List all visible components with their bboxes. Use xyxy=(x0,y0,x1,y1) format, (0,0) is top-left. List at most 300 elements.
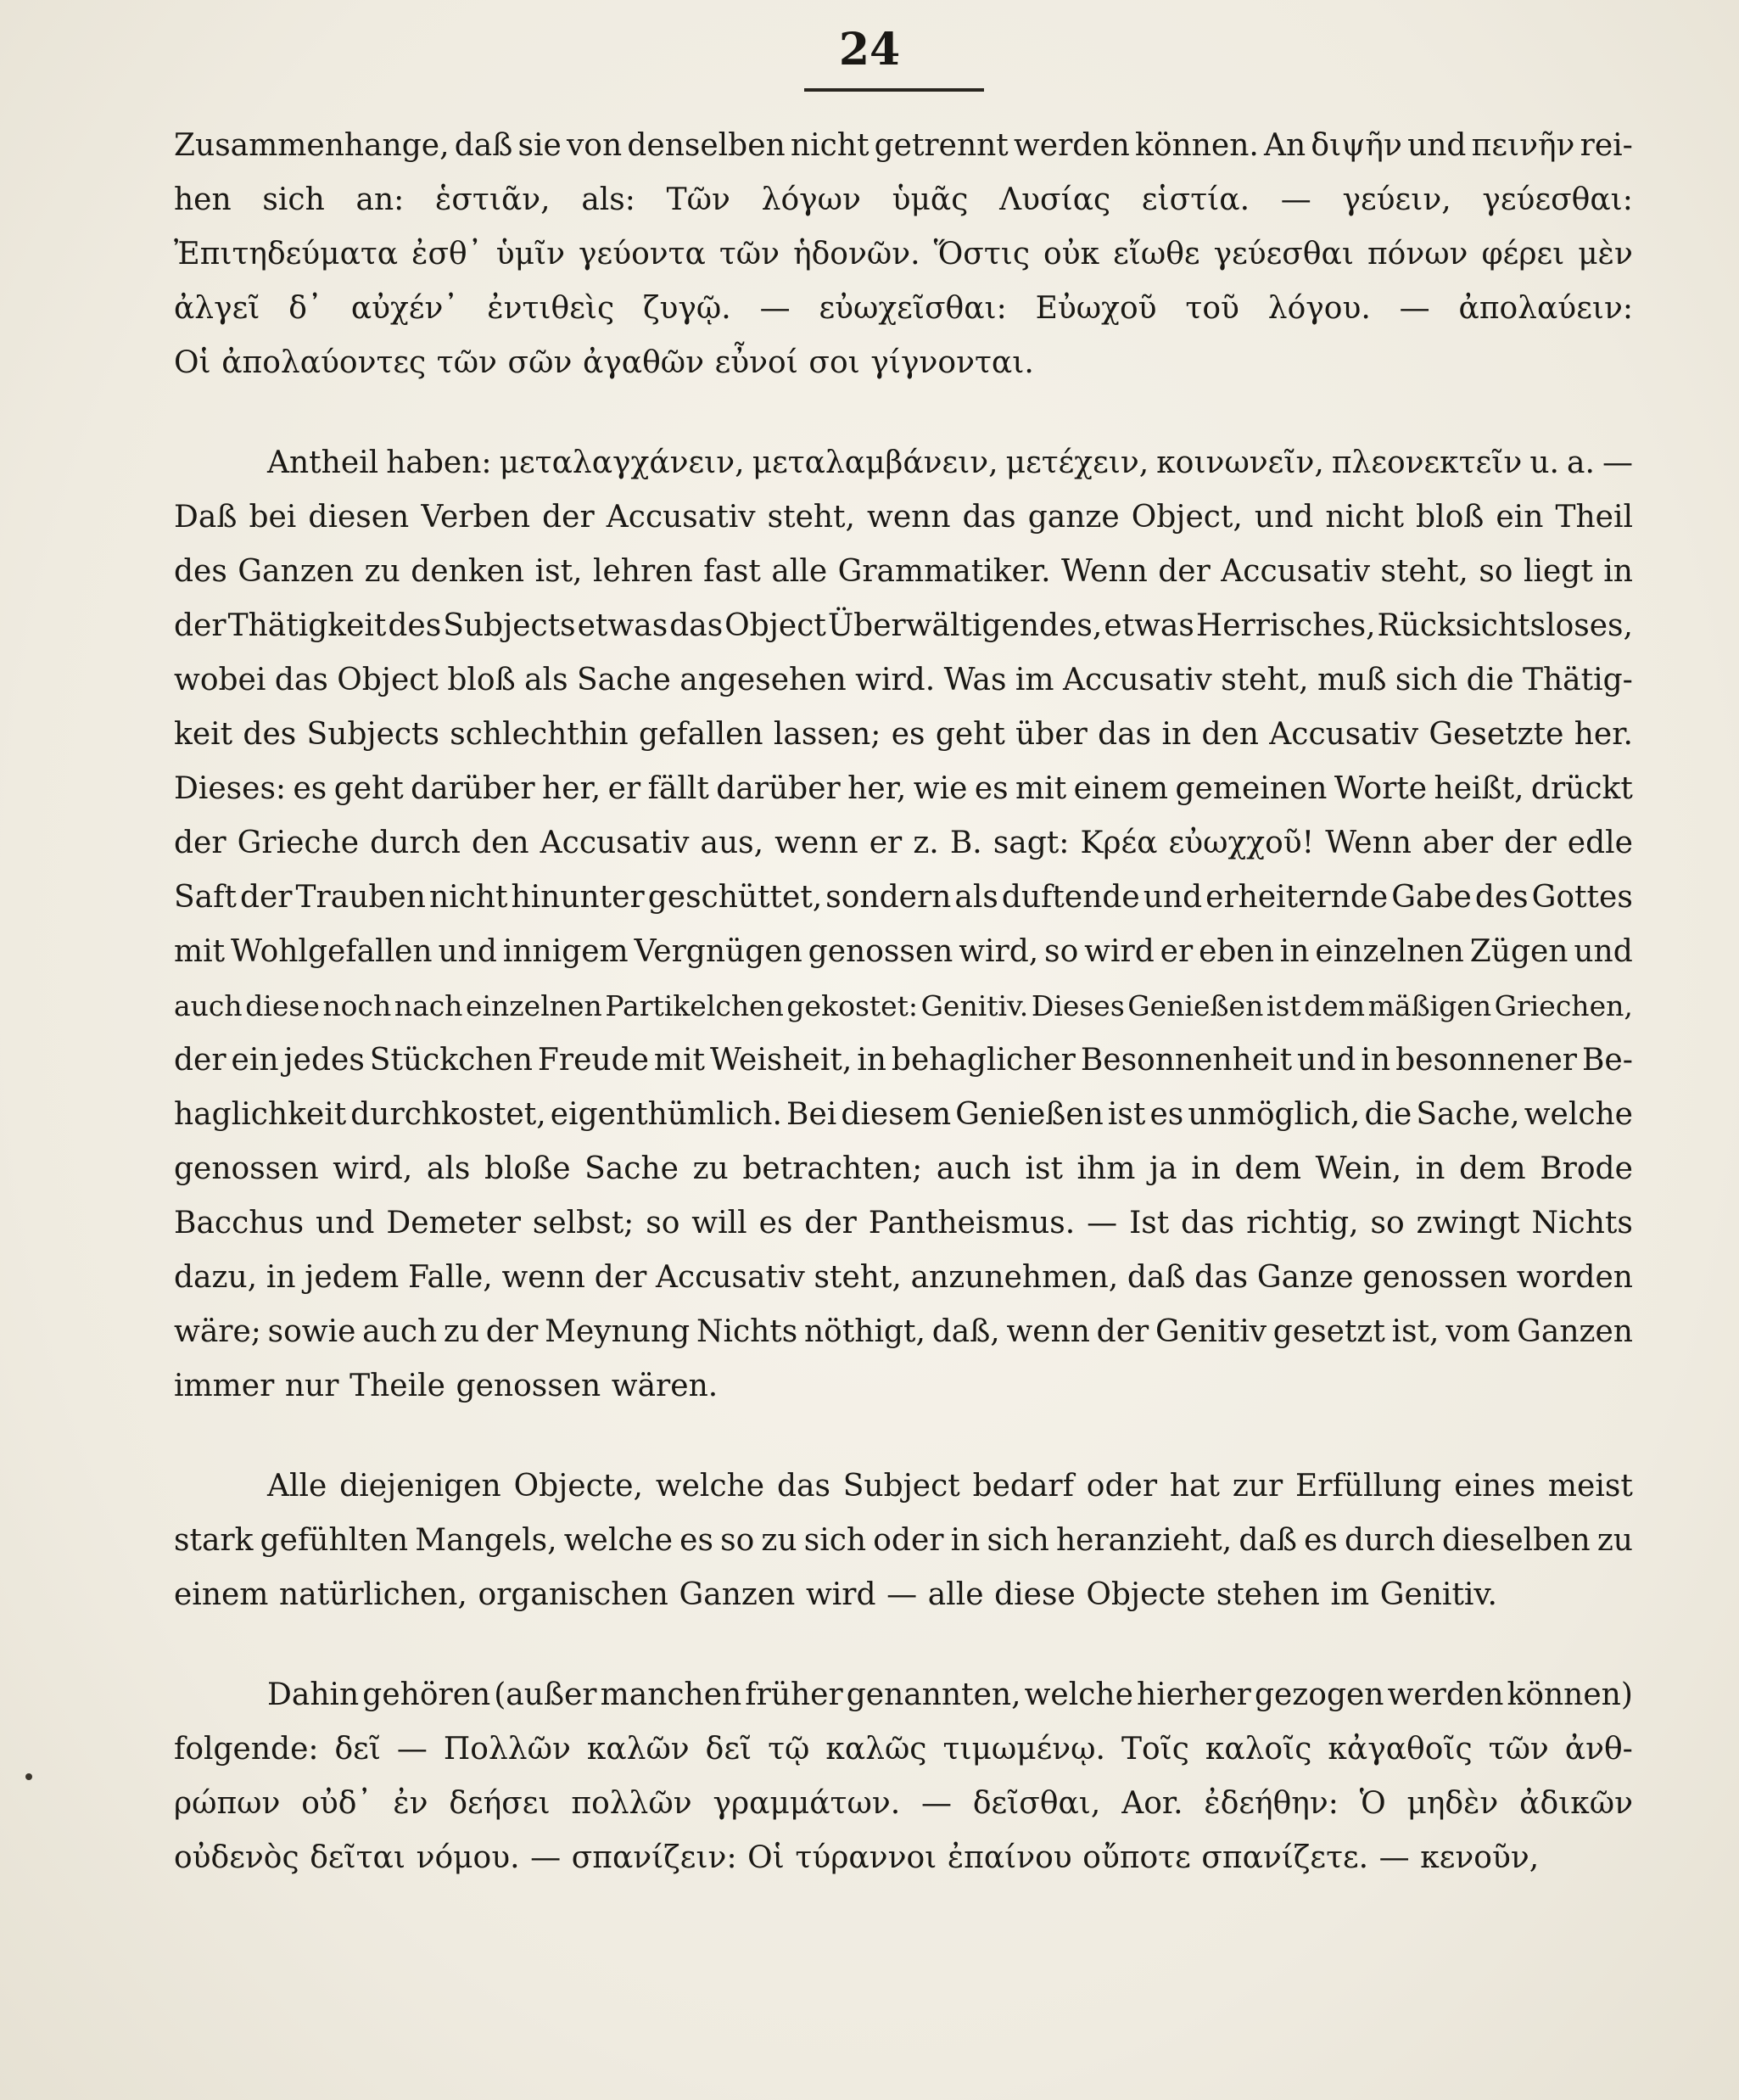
word: diesen xyxy=(308,500,410,535)
word: εἱστία. xyxy=(1141,182,1250,217)
word: gezogen xyxy=(1254,1677,1384,1712)
margin-dot xyxy=(25,1773,32,1780)
word: bloß xyxy=(1416,500,1485,535)
word: als xyxy=(426,1151,471,1186)
word: diesem xyxy=(841,1097,952,1132)
word: fast xyxy=(703,554,761,589)
word: durchkostet, xyxy=(350,1097,546,1132)
word: Nichts xyxy=(1531,1206,1633,1240)
word: welche xyxy=(1024,1677,1133,1712)
word: wird. xyxy=(855,663,936,697)
word: Object xyxy=(337,663,439,697)
word: Κρέα xyxy=(1080,826,1158,860)
word: der xyxy=(174,826,226,860)
word: der xyxy=(1096,1314,1149,1349)
word: πεινῆν xyxy=(1471,128,1575,163)
word: der xyxy=(174,608,226,643)
word: ein xyxy=(1496,500,1544,535)
word: φέρει xyxy=(1481,237,1565,272)
text-line xyxy=(174,1831,1633,1885)
word: Genitiv. xyxy=(920,989,1029,1022)
word: λόγου. xyxy=(1267,291,1371,326)
word: welche xyxy=(563,1523,674,1558)
word: ihm xyxy=(1076,1151,1136,1186)
word: sie xyxy=(517,128,562,163)
word: σῶν xyxy=(507,345,573,380)
text-line xyxy=(174,1514,1633,1568)
word: her. xyxy=(1574,717,1633,752)
word: sowie xyxy=(267,1314,356,1349)
word: wird xyxy=(1084,934,1155,969)
word: — xyxy=(1087,1206,1118,1240)
word: Ganzen xyxy=(679,1577,796,1612)
word: des xyxy=(174,554,227,589)
word: Gottes xyxy=(1531,880,1633,915)
word: steht, xyxy=(814,1260,902,1295)
word: Dieses xyxy=(1031,989,1125,1022)
word: δεῖται xyxy=(310,1840,405,1875)
word: Objecte xyxy=(1086,1577,1206,1612)
word: ja xyxy=(1149,1151,1177,1186)
word: ἀπολαύειν: xyxy=(1458,291,1633,326)
word: Εὐωχοῦ xyxy=(1035,291,1157,326)
text-line xyxy=(174,436,1633,490)
word: können) xyxy=(1507,1677,1633,1712)
word: er xyxy=(869,826,903,860)
word: fällt xyxy=(647,771,709,806)
word: im xyxy=(1330,1577,1370,1612)
word: hierher xyxy=(1136,1677,1251,1712)
word: Vergnügen xyxy=(634,934,802,969)
word: Accusativ xyxy=(1269,717,1419,752)
word: so xyxy=(1479,554,1513,589)
word: haben: xyxy=(386,445,492,480)
word: dem xyxy=(1459,1151,1526,1186)
text-line xyxy=(174,1777,1633,1831)
word: (außer xyxy=(494,1677,597,1712)
word: welche xyxy=(655,1469,765,1504)
word: Stückchen xyxy=(369,1043,533,1078)
word: An xyxy=(1264,128,1306,163)
word: Object, xyxy=(1131,500,1243,535)
word: es xyxy=(891,717,925,752)
word: lehren xyxy=(592,554,693,589)
text-line xyxy=(174,871,1633,925)
word: Griechen, xyxy=(1494,989,1633,1022)
word: immer xyxy=(174,1369,275,1403)
word: sagt: xyxy=(993,826,1070,860)
word: das xyxy=(1181,1206,1235,1240)
word: Accusativ xyxy=(1221,554,1371,589)
word: erheiternde xyxy=(1205,880,1389,915)
word: muß xyxy=(1317,663,1387,697)
word: δ᾽ xyxy=(288,291,322,326)
word: in xyxy=(1191,1151,1221,1186)
word: Meynung xyxy=(545,1314,691,1349)
word: ganze xyxy=(1027,500,1120,535)
word: steht, xyxy=(1221,663,1309,697)
word: — xyxy=(530,1840,562,1875)
text-line xyxy=(174,1668,1633,1722)
word: gefallen xyxy=(638,717,763,752)
paragraph-gap xyxy=(174,1414,1633,1459)
word: haglichkeit xyxy=(174,1097,347,1132)
paragraph xyxy=(174,119,1633,390)
word: ist xyxy=(1025,1151,1063,1186)
word: Ist xyxy=(1129,1206,1170,1240)
word: Τῶν xyxy=(666,182,730,217)
word: nöthigt, xyxy=(803,1314,925,1349)
word: die xyxy=(1466,663,1514,697)
word: mit xyxy=(1015,771,1067,806)
word: welche xyxy=(1524,1097,1633,1132)
word: Bacchus xyxy=(174,1206,305,1240)
word: bloß xyxy=(447,663,516,697)
word: heißt, xyxy=(1434,771,1524,806)
text-line xyxy=(174,653,1633,708)
word: aus, xyxy=(700,826,764,860)
word: einem xyxy=(1073,771,1169,806)
word: behaglicher xyxy=(891,1043,1076,1078)
word: B. xyxy=(949,826,982,860)
word: so xyxy=(1370,1206,1405,1240)
word: geht xyxy=(333,771,404,806)
word: Accusativ xyxy=(606,500,756,535)
word: τῷ xyxy=(768,1732,810,1767)
text-line xyxy=(174,545,1633,599)
word: Ganzen xyxy=(1517,1314,1633,1349)
text-line xyxy=(174,1196,1633,1251)
word: in xyxy=(1161,717,1192,752)
word: so xyxy=(720,1523,755,1558)
word: eines xyxy=(1454,1469,1536,1504)
word: auch xyxy=(936,1151,1011,1186)
word: das xyxy=(1194,1260,1249,1295)
word: es xyxy=(679,1523,713,1558)
word: der xyxy=(594,1260,647,1295)
word: γίγνονται. xyxy=(870,345,1034,380)
word: Τοῖς xyxy=(1121,1732,1189,1767)
word: ἀδικῶν xyxy=(1519,1786,1633,1821)
word: wenn xyxy=(867,500,951,535)
word: wenn xyxy=(501,1260,585,1295)
word: den xyxy=(472,826,529,860)
text-line xyxy=(174,925,1633,979)
word: daß xyxy=(454,128,513,163)
word: ζυγῷ. xyxy=(643,291,731,326)
word: wird xyxy=(805,1577,876,1612)
word: richtig, xyxy=(1246,1206,1359,1240)
paragraph xyxy=(174,1459,1633,1622)
word: her, xyxy=(847,771,907,806)
word: γραμμάτων. xyxy=(713,1786,901,1821)
word: Theil xyxy=(1555,500,1633,535)
word: καλῶς xyxy=(825,1732,927,1767)
word: σπανίζετε. xyxy=(1201,1840,1369,1875)
text-line xyxy=(174,1088,1633,1142)
word: nicht xyxy=(790,128,870,163)
word: mäßigen xyxy=(1367,989,1492,1022)
word: aber xyxy=(1423,826,1494,860)
word: genossen xyxy=(1362,1260,1507,1295)
word: τοῦ xyxy=(1185,291,1239,326)
word: nicht xyxy=(428,880,508,915)
word: zu xyxy=(692,1151,729,1186)
word: Antheil xyxy=(267,445,379,480)
word: πόνων xyxy=(1367,237,1468,272)
word: Rücksichtsloses, xyxy=(1377,608,1633,643)
word: ἡδονῶν. xyxy=(793,237,920,272)
word: Zusammenhange, xyxy=(174,128,450,163)
word: manchen xyxy=(600,1677,742,1712)
word: γεύεσθαι: xyxy=(1482,182,1633,217)
word: gekostet: xyxy=(786,989,919,1022)
word: werden xyxy=(1387,1677,1504,1712)
word: er xyxy=(607,771,641,806)
word: ein xyxy=(231,1043,279,1078)
word: Nichts xyxy=(696,1314,798,1349)
text-line xyxy=(174,1142,1633,1196)
word: Pantheismus. xyxy=(868,1206,1076,1240)
word: Wein, xyxy=(1315,1151,1402,1186)
word: σπανίζειν: xyxy=(571,1840,737,1875)
word: durch xyxy=(370,826,461,860)
word: wäre; xyxy=(174,1314,261,1349)
word: Subjects xyxy=(443,608,576,643)
word: will xyxy=(691,1206,747,1240)
word: Genitiv. xyxy=(1379,1577,1497,1612)
word: eigenthümlich. xyxy=(550,1097,782,1132)
word: keit xyxy=(174,717,233,752)
word: — xyxy=(1378,1840,1410,1875)
paragraph xyxy=(174,436,1633,1414)
word: Grammatiker. xyxy=(837,554,1051,589)
word: νόμου. xyxy=(416,1840,520,1875)
word: heranzieht, xyxy=(1055,1523,1233,1558)
word: werden xyxy=(1013,128,1130,163)
word: der xyxy=(1158,554,1211,589)
word: Gesetzte xyxy=(1429,717,1564,752)
word: besonnener xyxy=(1395,1043,1577,1078)
word: — xyxy=(886,1577,918,1612)
word: ὑμῖν xyxy=(495,237,566,272)
word: Freude xyxy=(537,1043,649,1078)
word: Wohlgefallen xyxy=(231,934,433,969)
text-line xyxy=(174,1722,1633,1777)
word: als xyxy=(954,880,998,915)
text-line xyxy=(174,1568,1633,1622)
word: das xyxy=(1098,717,1152,752)
text-line xyxy=(174,1305,1633,1359)
word: κενοῦν, xyxy=(1420,1840,1540,1875)
word: zu xyxy=(364,554,400,589)
word: und xyxy=(316,1206,375,1240)
word: — xyxy=(396,1732,428,1767)
word: wenn xyxy=(774,826,858,860)
word: noch xyxy=(322,989,392,1022)
word: Sache xyxy=(577,663,671,697)
word: diese xyxy=(994,1577,1076,1612)
word: an: xyxy=(355,182,405,217)
word: geschüttet, xyxy=(647,880,823,915)
word: diese xyxy=(245,989,320,1022)
word: οὔποτε xyxy=(1082,1840,1191,1875)
word: edle xyxy=(1567,826,1633,860)
paragraph-gap xyxy=(174,1622,1633,1668)
word: ἐδεήθην: xyxy=(1204,1786,1339,1821)
word: Partikelchen xyxy=(605,989,784,1022)
word: Dahin xyxy=(267,1677,360,1712)
word: εὐωχχοῦ! xyxy=(1168,826,1315,860)
word: wenn xyxy=(1006,1314,1090,1349)
word: dazu, xyxy=(174,1260,258,1295)
word: ist xyxy=(1266,989,1301,1022)
word: in xyxy=(1279,934,1310,969)
word: einzelnen xyxy=(1315,934,1464,969)
text-line xyxy=(174,816,1633,871)
word: es xyxy=(1304,1523,1338,1558)
word: Mangels, xyxy=(415,1523,557,1558)
word: καλῶν xyxy=(586,1732,690,1767)
word: μεταλαμβάνειν, xyxy=(752,445,998,480)
word: Dieses: xyxy=(174,771,287,806)
word: und xyxy=(1407,128,1467,163)
word: Οἱ xyxy=(747,1840,785,1875)
word: hinunter xyxy=(511,880,645,915)
word: denselben xyxy=(627,128,786,163)
word: das xyxy=(776,1469,830,1504)
word: so xyxy=(1044,934,1079,969)
word: der xyxy=(485,1314,539,1349)
body-text xyxy=(174,119,1633,1885)
word: Alle xyxy=(267,1469,327,1504)
word: im xyxy=(1015,663,1054,697)
word: und xyxy=(1574,934,1633,969)
word: οὐκ xyxy=(1043,237,1100,272)
word: können. xyxy=(1135,128,1259,163)
word: Demeter xyxy=(386,1206,521,1240)
word: genannten, xyxy=(846,1677,1021,1712)
word: Subject xyxy=(842,1469,960,1504)
word: Οἱ xyxy=(174,345,211,380)
word: selbst; xyxy=(532,1206,635,1240)
word: — xyxy=(920,1786,952,1821)
word: eben xyxy=(1199,934,1274,969)
text-line xyxy=(174,119,1633,173)
word: jedem xyxy=(305,1260,400,1295)
word: etwas xyxy=(577,608,668,643)
page-number-rule xyxy=(804,88,984,92)
word: Ὁ xyxy=(1359,1786,1386,1821)
word: meist xyxy=(1547,1469,1633,1504)
word: z. xyxy=(913,826,939,860)
word: u. xyxy=(1529,445,1559,480)
word: genossen xyxy=(456,1369,601,1403)
word: οὐδενὸς xyxy=(174,1840,299,1875)
word: wie xyxy=(913,771,968,806)
text-line xyxy=(174,708,1633,762)
word: Falle, xyxy=(407,1260,493,1295)
word: mit xyxy=(174,934,226,969)
word: ρώπων xyxy=(174,1786,281,1821)
word: μὲν xyxy=(1578,237,1633,272)
word: zur xyxy=(1232,1469,1283,1504)
word: ἀπολαύοντες xyxy=(221,345,427,380)
word: geht xyxy=(935,717,1005,752)
word: ist, xyxy=(1391,1314,1440,1349)
word: διψῆν xyxy=(1311,128,1402,163)
word: in xyxy=(1603,554,1633,589)
word: Aor. xyxy=(1121,1786,1183,1821)
paragraph xyxy=(174,1668,1633,1885)
word: Objecte, xyxy=(513,1469,643,1504)
word: drückt xyxy=(1530,771,1633,806)
word: wobei xyxy=(174,663,266,697)
word: — xyxy=(1602,445,1633,480)
word: zwingt xyxy=(1416,1206,1520,1240)
word: — xyxy=(1399,291,1430,326)
word: Genitiv xyxy=(1155,1314,1267,1349)
word: und xyxy=(438,934,497,969)
word: Πολλῶν xyxy=(443,1732,571,1767)
word: οὐδ᾽ xyxy=(301,1786,372,1821)
word: κἀγαθοῖς xyxy=(1328,1732,1473,1767)
word: in xyxy=(266,1260,296,1295)
word: Grieche xyxy=(237,826,360,860)
word: wird, xyxy=(959,934,1039,969)
word: zu xyxy=(1596,1523,1633,1558)
word: einem xyxy=(174,1577,269,1612)
word: als: xyxy=(581,182,635,217)
word: Trauben xyxy=(295,880,426,915)
word: πλεονεκτεῖν xyxy=(1331,445,1523,480)
word: in xyxy=(1361,1043,1391,1078)
word: Subjects xyxy=(306,717,439,752)
word: zu xyxy=(443,1314,480,1349)
word: sich xyxy=(987,1523,1049,1558)
word: Gabe xyxy=(1391,880,1472,915)
word: daß xyxy=(1239,1523,1297,1558)
word: getrennt xyxy=(874,128,1009,163)
word: Ganze xyxy=(1256,1260,1354,1295)
word: darüber xyxy=(716,771,841,806)
word: λόγων xyxy=(761,182,861,217)
text-line xyxy=(174,599,1633,653)
word: μετέχειν, xyxy=(1005,445,1149,480)
word: die xyxy=(1364,1097,1412,1132)
word: organischen xyxy=(478,1577,668,1612)
word: Überwältigendes, xyxy=(827,608,1103,643)
word: in xyxy=(950,1523,981,1558)
word: des xyxy=(388,608,442,643)
word: sondern xyxy=(825,880,952,915)
word: als xyxy=(524,663,568,697)
word: früher xyxy=(745,1677,843,1712)
word: so xyxy=(646,1206,680,1240)
word: Zügen xyxy=(1469,934,1568,969)
word: der xyxy=(1504,826,1557,860)
word: ἐν xyxy=(393,1786,428,1821)
word: hen xyxy=(174,182,232,217)
word: ἐσθ᾽ xyxy=(411,237,483,272)
word: her, xyxy=(542,771,601,806)
word: Accusativ xyxy=(656,1260,805,1295)
word: wird, xyxy=(333,1151,413,1186)
word: a. xyxy=(1567,445,1595,480)
text-line xyxy=(174,1251,1633,1305)
word: es xyxy=(758,1206,793,1240)
word: der xyxy=(239,880,293,915)
